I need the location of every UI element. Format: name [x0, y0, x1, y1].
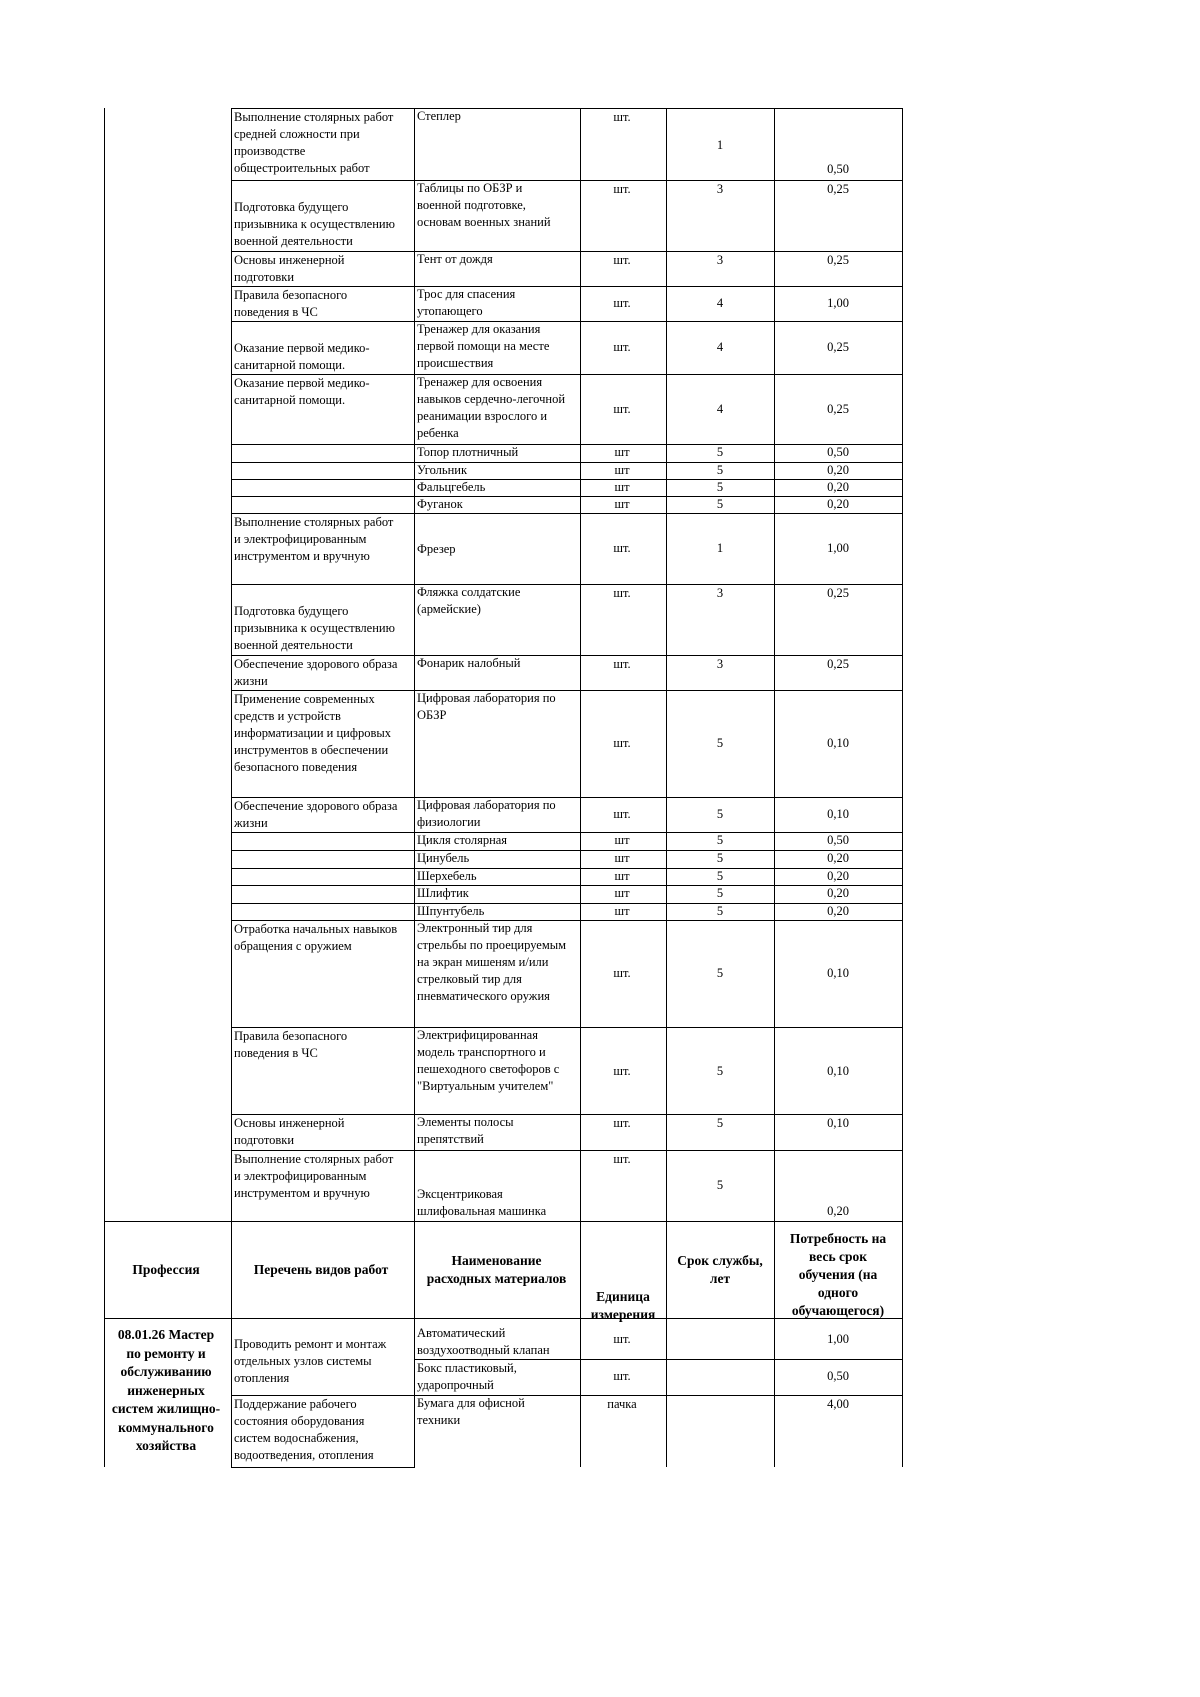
work-type-cell: Правила безопасного поведения в ЧС — [234, 1029, 348, 1060]
merged-work-cell: Проводить ремонт и монтаж отдельных узлов системы отопления — [234, 1337, 387, 1385]
work-type-cell: Основы инженерной подготовки — [234, 1116, 345, 1147]
item-cell: Шерхебель — [417, 869, 477, 883]
item-cell: Элементы полосы препятствий — [417, 1115, 514, 1146]
need-cell: 1,00 — [827, 1332, 849, 1346]
header-unit: Единица измерения — [590, 1289, 656, 1322]
unit-cell: шт — [614, 886, 630, 900]
item-cell: Бумага для офисной техники — [417, 1396, 525, 1427]
unit-cell: шт. — [613, 253, 631, 267]
service-life-cell: 5 — [716, 480, 724, 494]
service-life-cell: 5 — [716, 445, 724, 459]
need-cell: 0,25 — [827, 402, 849, 416]
work-type-cell: Подготовка будущего призывника к осуществлению военной деятельности — [234, 200, 395, 248]
need-cell: 1,00 — [827, 541, 849, 555]
item-cell: Топор плотничный — [417, 445, 519, 459]
unit-cell: шт — [614, 851, 630, 865]
need-cell: 0,20 — [827, 497, 849, 511]
item-cell: Электронный тир для стрельбы по проецируемым на экран мишеням и/или стрелковый тир для пневматического оружия — [417, 921, 567, 1003]
unit-cell: шт. — [613, 402, 631, 416]
need-cell: 0,20 — [827, 463, 849, 477]
need-cell: 0,20 — [827, 1204, 849, 1218]
service-life-cell: 3 — [716, 586, 724, 600]
unit-cell: шт. — [613, 340, 631, 354]
service-life-cell: 1 — [716, 541, 724, 555]
service-life-cell: 3 — [716, 182, 724, 196]
need-cell: 0,50 — [827, 1369, 849, 1383]
item-cell: Автоматический воздухоотводный клапан — [417, 1326, 550, 1357]
work-type-cell: Оказание первой медико- санитарной помощи. — [234, 341, 370, 372]
item-cell: Тренажер для оказания первой помощи на месте происшествия — [417, 322, 550, 370]
table-border — [902, 108, 903, 1467]
item-cell: Тренажер для освоения навыков сердечно-легочной реанимации взрослого и ребенка — [417, 375, 566, 440]
need-cell: 0,10 — [827, 1116, 849, 1130]
item-cell: Фальцгебель — [417, 480, 486, 494]
unit-cell: шт. — [613, 966, 631, 980]
unit-cell: шт. — [613, 657, 631, 671]
need-cell: 0,25 — [827, 586, 849, 600]
service-life-cell: 5 — [716, 886, 724, 900]
item-cell: Шлифтик — [417, 886, 469, 900]
unit-cell: пачка — [607, 1397, 637, 1411]
service-life-cell: 3 — [716, 657, 724, 671]
service-life-cell: 1 — [716, 138, 724, 152]
item-cell: Фонарик налобный — [417, 656, 521, 670]
need-cell: 0,20 — [827, 886, 849, 900]
header-work-types: Перечень видов работ — [253, 1262, 389, 1277]
need-cell: 0,50 — [827, 445, 849, 459]
unit-cell: шт — [614, 463, 630, 477]
service-life-cell: 5 — [716, 1116, 724, 1130]
need-cell: 0,50 — [827, 162, 849, 176]
item-cell: Фуганок — [417, 497, 463, 511]
unit-cell: шт. — [613, 1152, 631, 1166]
work-type-cell: Обеспечение здорового образа жизни — [234, 657, 398, 688]
work-type-cell: Подготовка будущего призывника к осуществлению военной деятельности — [234, 604, 395, 652]
header-service-life: Срок службы, лет — [677, 1253, 763, 1286]
work-type-cell: Выполнение столярных работ и электрофицированным инструментом и вручную — [234, 515, 394, 563]
need-cell: 0,25 — [827, 253, 849, 267]
need-cell: 0,50 — [827, 833, 849, 847]
work-type-cell: Основы инженерной подготовки — [234, 253, 345, 284]
need-cell: 0,25 — [827, 657, 849, 671]
work-type-cell: Применение современных средств и устройств информатизации и цифровых инструментов в обеспечении безопасного поведения — [234, 692, 392, 774]
service-life-cell: 3 — [716, 253, 724, 267]
item-cell: Степлер — [417, 109, 461, 123]
service-life-cell: 5 — [716, 869, 724, 883]
service-life-cell: 5 — [716, 1178, 724, 1192]
item-cell: Фрезер — [417, 542, 456, 556]
need-cell: 0,10 — [827, 1064, 849, 1078]
item-cell: Цифровая лаборатория по ОБЗР — [417, 691, 556, 722]
unit-cell: шт — [614, 445, 630, 459]
need-cell: 0,25 — [827, 182, 849, 196]
item-cell: Шпунтубель — [417, 904, 485, 918]
need-cell: 1,00 — [827, 296, 849, 310]
need-cell: 0,20 — [827, 851, 849, 865]
work-type-cell: Обеспечение здорового образа жизни — [234, 799, 398, 830]
header-profession: Профессия — [132, 1262, 200, 1277]
unit-cell: шт. — [613, 807, 631, 821]
header-need: Потребность на весь срок обучения (на одного обучающегося) — [789, 1231, 887, 1318]
item-cell: Угольник — [417, 463, 468, 477]
unit-cell: шт. — [613, 541, 631, 555]
unit-cell: шт — [614, 833, 630, 847]
unit-cell: шт. — [613, 1064, 631, 1078]
unit-cell: шт. — [613, 1116, 631, 1130]
profession-name: 08.01.26 Мастер по ремонту и обслуживанию инженерных систем жилищно- коммунального хозяйства — [111, 1327, 221, 1453]
item-cell: Бокс пластиковый, ударопрочный — [417, 1361, 517, 1392]
header-consumables: Наименование расходных материалов — [426, 1253, 567, 1286]
service-life-cell: 4 — [716, 340, 724, 354]
need-cell: 0,20 — [827, 480, 849, 494]
work-type-cell: Правила безопасного поведения в ЧС — [234, 288, 348, 319]
unit-cell: шт — [614, 497, 630, 511]
work-type-cell: Выполнение столярных работ средней сложности при производстве общестроительных работ — [234, 110, 394, 175]
service-life-cell: 5 — [716, 807, 724, 821]
unit-cell: шт. — [613, 110, 631, 124]
service-life-cell: 5 — [716, 1064, 724, 1078]
service-life-cell: 5 — [716, 904, 724, 918]
item-cell: Тент от дождя — [417, 252, 493, 266]
need-cell: 0,10 — [827, 966, 849, 980]
work-type-cell: Отработка начальных навыков обращения с оружием — [234, 922, 398, 953]
work-type-cell: Оказание первой медико- санитарной помощи. — [234, 376, 370, 407]
need-cell: 0,20 — [827, 869, 849, 883]
service-life-cell: 5 — [716, 497, 724, 511]
need-cell: 0,20 — [827, 904, 849, 918]
work-type-cell: Выполнение столярных работ и электрофицированным инструментом и вручную — [234, 1152, 394, 1200]
unit-cell: шт — [614, 869, 630, 883]
service-life-cell: 5 — [716, 463, 724, 477]
service-life-cell: 5 — [716, 736, 724, 750]
need-cell: 4,00 — [827, 1397, 849, 1411]
service-life-cell: 5 — [716, 851, 724, 865]
service-life-cell: 5 — [716, 966, 724, 980]
unit-cell: шт. — [613, 736, 631, 750]
item-cell: Эксцентриковая шлифовальная машинка — [417, 1187, 547, 1218]
item-cell: Электрифицированная модель транспортного и пешеходного светофоров с "Виртуальным учителем" — [417, 1028, 560, 1093]
unit-cell: шт. — [613, 1332, 631, 1346]
item-cell: Трос для спасения утопающего — [417, 287, 516, 318]
item-cell: Цинубель — [417, 851, 470, 865]
need-cell: 0,10 — [827, 807, 849, 821]
unit-cell: шт. — [613, 586, 631, 600]
need-cell: 0,10 — [827, 736, 849, 750]
work-type-cell: Поддержание рабочего состояния оборудования систем водоснабжения, водоотведения, отопления — [234, 1397, 374, 1462]
need-cell: 0,25 — [827, 340, 849, 354]
table-border — [231, 1467, 415, 1468]
unit-cell: шт. — [613, 182, 631, 196]
item-cell: Таблицы по ОБЗР и военной подготовке, основам военных знаний — [417, 181, 551, 229]
unit-cell: шт. — [613, 1369, 631, 1383]
service-life-cell: 5 — [716, 833, 724, 847]
item-cell: Цикля столярная — [417, 833, 508, 847]
service-life-cell: 4 — [716, 402, 724, 416]
service-life-cell: 4 — [716, 296, 724, 310]
unit-cell: шт. — [613, 296, 631, 310]
item-cell: Фляжка солдатские (армейские) — [417, 585, 521, 616]
item-cell: Цифровая лаборатория по физиологии — [417, 798, 556, 829]
unit-cell: шт — [614, 904, 630, 918]
unit-cell: шт — [614, 480, 630, 494]
table-border — [104, 1221, 903, 1222]
